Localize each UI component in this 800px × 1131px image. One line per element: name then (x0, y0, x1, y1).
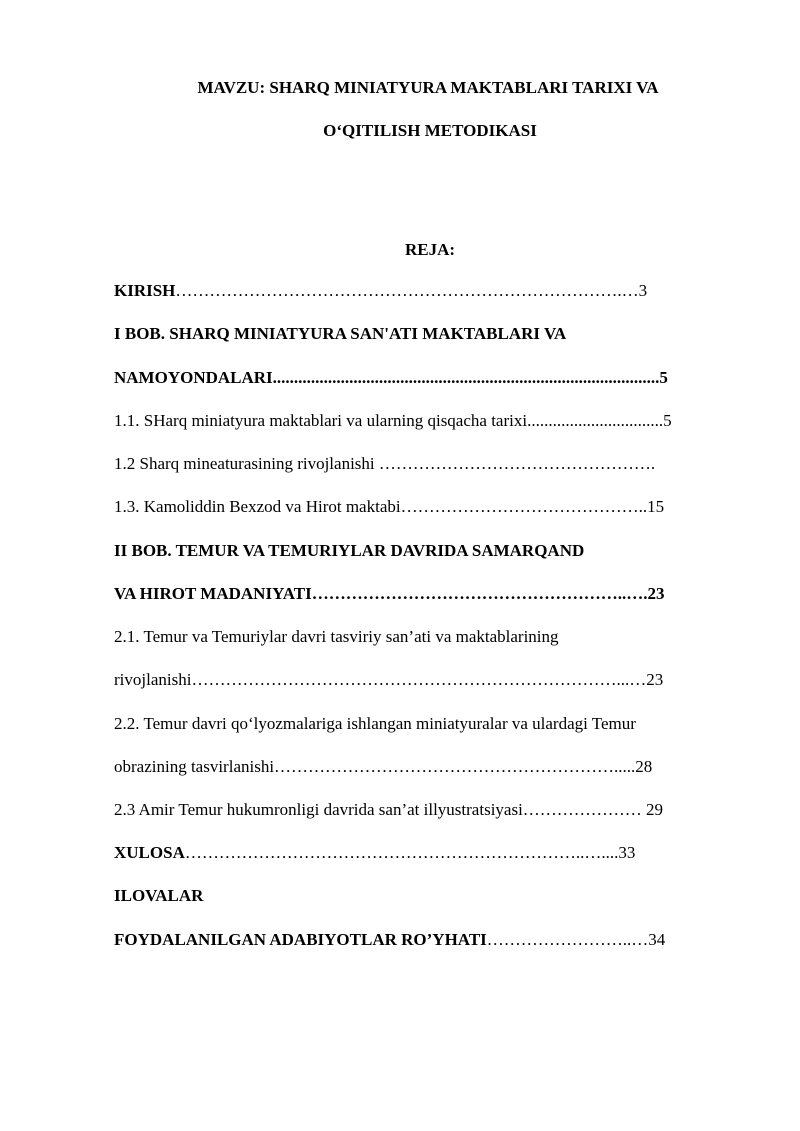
toc-entry-xulosa-label: XULOSA (114, 843, 185, 862)
toc-entry-chapter-1-line-2: NAMOYONDALARI...........................................................................................5 (114, 368, 668, 387)
toc-entry-2-1-line-2: rivojlanishi…………………………………………………………………...…23 (114, 670, 664, 689)
toc-entry-1-1: 1.1. SHarq miniatyura maktablari va ularning qisqacha tarixi................................5 (114, 411, 672, 430)
toc-entry-1-3: 1.3. Kamoliddin Bexzod va Hirot maktabi……………………………………..15 (114, 497, 665, 516)
toc-entry-chapter-1-line-1: I BOB. SHARQ MINIATYURA SAN'ATI MAKTABLARI VA (114, 324, 567, 343)
toc-entry-xulosa (114, 843, 635, 863)
toc-entry-references-label: FOYDALANILGAN ADABIYOTLAR RO’YHATI (114, 930, 487, 949)
toc-entry-references (114, 930, 665, 950)
toc-entry-kirish-label: KIRISH (114, 281, 176, 300)
toc-entry-2-2-line-2: obrazining tasvirlanishi…………………………………………………….....28 (114, 757, 653, 776)
toc-entry-chapter-2-line-1: II BOB. TEMUR VA TEMURIYLAR DAVRIDA SAMARQAND (114, 541, 585, 560)
toc-entry-kirish-leader: …………………………………………………………………….…3 (175, 281, 648, 300)
toc-entry-1-2: 1.2 Sharq mineaturasining rivojlanishi …………………………………………. (114, 454, 656, 473)
toc-entry-kirish (114, 281, 647, 301)
toc-entry-2-1-line-1: 2.1. Temur va Temuriylar davri tasviriy san’ati va maktablarining (114, 627, 559, 646)
toc-entry-2-2-line-1: 2.2. Temur davri qo‘lyozmalariga ishlangan miniatyuralar va ulardagi Temur (114, 714, 636, 733)
document-title-line-2: O‘QITILISH METODIKASI (323, 121, 537, 140)
document-title-line-1: MAVZU: SHARQ MINIATYURA MAKTABLARI TARIXI VA (197, 78, 659, 97)
toc-entry-ilovalar: ILOVALAR (114, 886, 204, 905)
toc-entry-2-3: 2.3 Amir Temur hukumronligi davrida san’at illyustratsiyasi………………… 29 (114, 800, 664, 819)
toc-entry-xulosa-leader: ……………………………………………………………..…....33 (184, 843, 636, 862)
plan-heading: REJA: (404, 240, 456, 259)
toc-entry-references-leader: ……………………..…34 (486, 930, 666, 949)
toc-entry-chapter-2-line-2: VA HIROT MADANIYATI………………………………………………..….23 (114, 584, 665, 603)
